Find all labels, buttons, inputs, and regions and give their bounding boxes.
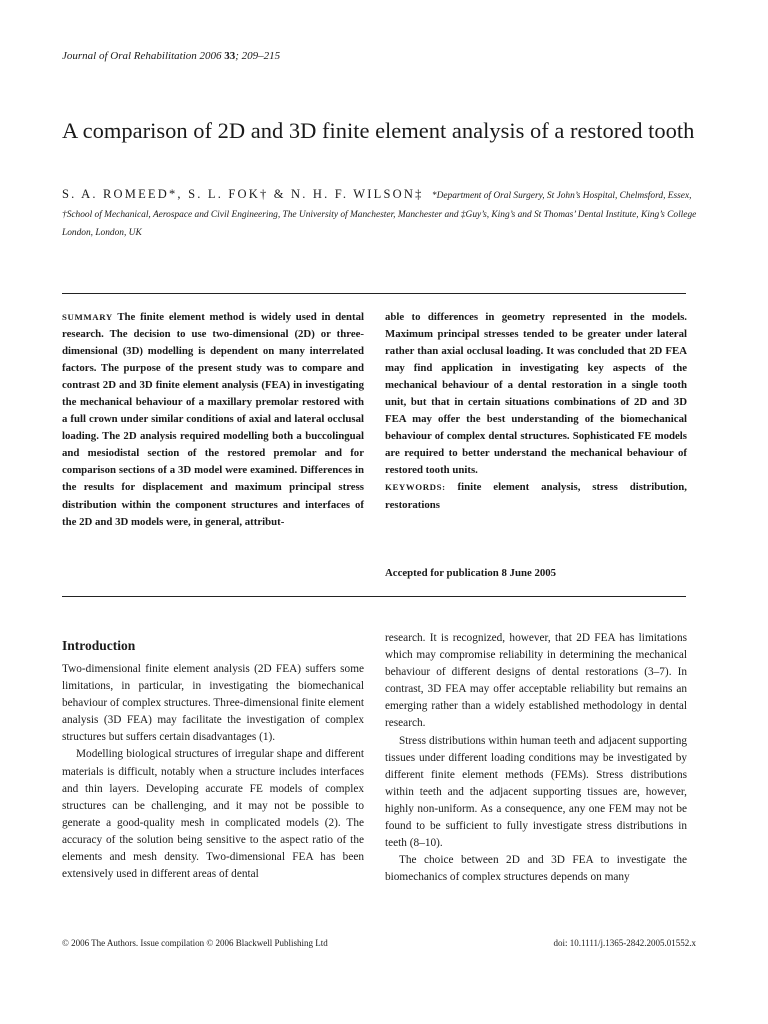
abstract-bottom-rule xyxy=(62,596,686,597)
body-left-column xyxy=(62,661,364,883)
accepted-date: Accepted for publication 8 June 2005 xyxy=(385,567,557,579)
abstract-top-rule xyxy=(62,293,686,294)
author-names: S. A. ROMEED*, S. L. FOK† & N. H. F. WILSON‡ xyxy=(62,187,424,201)
journal-pages: ; 209–215 xyxy=(235,50,281,62)
running-head xyxy=(62,50,280,62)
abstract-left-column xyxy=(62,309,364,531)
paragraph: research. It is recognized, however, that 2D FEA has limitations which may compromise reliability in determining the mechanical behaviour of different designs of dental restorations (3–7). In contrast, 3D FEA may offer acceptable reliability but remains an emerging rather than a widely established methodology in dental research. xyxy=(385,632,687,730)
journal-volume: 33 xyxy=(224,50,236,62)
paragraph: Stress distributions within human teeth and adjacent supporting tissues under different loading conditions may be investigated by different finite element methods (FEMs). Stress distributions within teeth and the adjacent supporting tissues are, however, highly non-uniform. As a consequence, any one FEM may not be found to be sufficient to fully investigate stress distributions in teeth (8–10). xyxy=(385,734,687,850)
abstract-text-left: The finite element method is widely used in dental research. The decision to use two-dimensional (2D) or three-dimensional (3D) modelling is dependent on many interrelated factors. The purpose of the present study was to compare and contrast 2D and 3D finite element analysis (FEA) in investigating the mechanical behaviour of a maxillary premolar restored with a full crown under similar conditions of axial and lateral occlusal loading. The 2D analysis required modelling both a buccolingual and mesiodistal section of the restored premolar and for comparison sections of a 3D model were examined. Differences in the results for displacement and maximum principal stress distribution within the component structures and interfaces of the 2D and 3D models were, in general, attribut- xyxy=(62,311,364,528)
abstract-text-right: able to differences in geometry represented in the models. Maximum principal stresses tended to be greater under lateral rather than axial occlusal loading. It was concluded that 2D FEA may find application in investigating key aspects of the mechanical behaviour of a dental restoration in a single tooth unit, but that in certain situations combinations of 2D and 3D FEA may offer the best understanding of the biomechanical behaviour of complex dental structures. Sophisticated FE models are required to better understand the mechanical behaviour of restored tooth units. xyxy=(385,311,687,477)
author-affiliations: *Department of Oral Surgery, St John’s Hospital, Chelmsford, Essex, †School of Mechanical, Aerospace and Civil Engineering, The University of Manchester, Manchester and ‡Guy’s, King’s and St Thomas’ Dental Institute, King’s College London, London, UK xyxy=(62,191,697,238)
article-title: A comparison of 2D and 3D finite element analysis of a restored tooth xyxy=(62,118,695,143)
summary-label: SUMMARY xyxy=(62,312,113,322)
section-heading-introduction: Introduction xyxy=(62,638,136,653)
author-block xyxy=(62,185,702,243)
keywords-text: finite element analysis, stress distribution, restorations xyxy=(385,481,687,511)
paragraph: Two-dimensional finite element analysis (2D FEA) suffers some limitations, in particular, in investigating the biomechanical behaviour of complex structures. Three-dimensional finite element analysis (3D FEA) may facilitate the investigation of complex structures but suffers certain disadvantages (1). xyxy=(62,663,364,744)
footer-doi: doi: 10.1111/j.1365-2842.2005.01552.x xyxy=(553,938,696,948)
body-right-column xyxy=(385,630,687,886)
journal-name: Journal of Oral Rehabilitation xyxy=(62,50,197,62)
paragraph: Modelling biological structures of irregular shape and different materials is difficult, notably when a structure includes interfaces and thin layers. Developing accurate FE models of complex structures can be challenging, and it may not be possible to generate a good-quality mesh in complicated models (2). The accuracy of the solution being sensitive to the aspect ratio of the elements and mesh density. Two-dimensional FEA has been extensively used in different areas of dental xyxy=(62,748,364,881)
paragraph: The choice between 2D and 3D FEA to investigate the biomechanics of complex structures depends on many xyxy=(385,854,687,884)
keywords-label: KEYWORDS: xyxy=(385,482,446,493)
journal-year: 2006 xyxy=(199,50,222,62)
footer-copyright: © 2006 The Authors. Issue compilation © 2006 Blackwell Publishing Ltd xyxy=(62,938,328,948)
abstract-right-column xyxy=(385,309,687,514)
